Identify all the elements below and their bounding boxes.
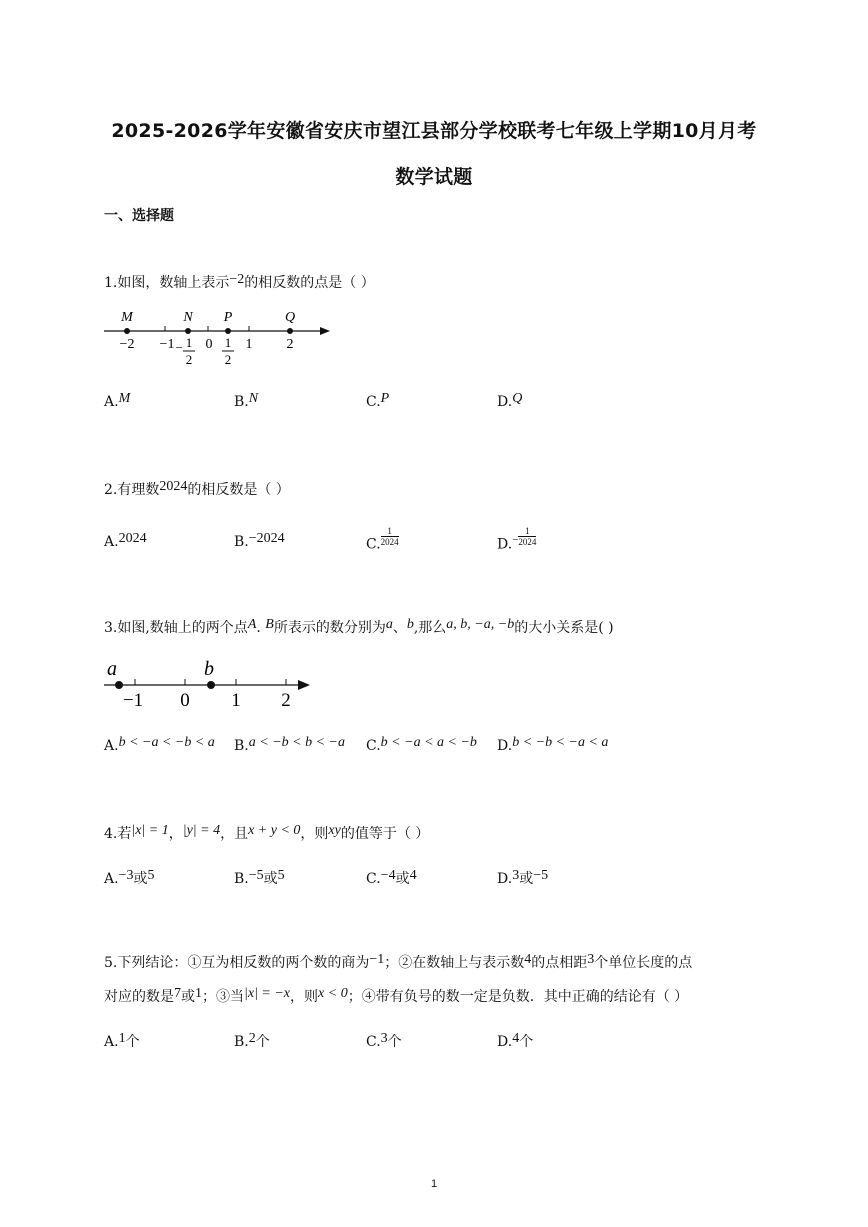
q1-tick-label: 0 [205, 337, 213, 352]
q5-option-d[interactable]: D.4个 [497, 1031, 534, 1050]
q1-frac-neg-sign: − [175, 340, 183, 355]
q1-tick-label: 2 [286, 337, 294, 352]
q2-option-b[interactable]: B.−2024 [234, 531, 285, 550]
q1-point-q [287, 328, 293, 334]
q3-axis-arrow [298, 680, 310, 690]
q3-label-b: b [204, 658, 214, 680]
question-4-text: 4.若|x| = 1，|y| = 4，且x + y < 0，则xy的值等于（ ） [104, 823, 430, 842]
q3-number-line [100, 652, 320, 712]
q1-frac-neg-den: 2 [185, 352, 193, 367]
q2-option-c-fraction: $\frac{1}{2024}$ [380, 526, 399, 547]
q1-tick-label: 1 [245, 337, 253, 352]
q4-option-a[interactable]: A.−3或5 [104, 868, 155, 887]
question-1-text [104, 272, 375, 292]
q1-tick-label: −2 [119, 337, 135, 352]
q4-option-c[interactable]: C.−4或4 [366, 868, 417, 887]
q1-tick-label: −1 [159, 337, 175, 352]
q1-label-m: M [121, 310, 133, 325]
q2-option-c[interactable]: C. $\frac{1}{2024}$ [366, 526, 399, 553]
q2-option-d[interactable]: D.− $\frac{1}{2024}$ [497, 526, 537, 553]
q3-point-b [207, 681, 215, 689]
q3-option-a[interactable]: A.b < −a < −b < a [104, 735, 215, 754]
q1-value: −2 [229, 272, 245, 287]
page-subtitle: 数学试题 [395, 166, 473, 188]
q2-option-d-fraction: $\frac{1}{2024}$ [518, 526, 537, 547]
q1-option-b[interactable]: B.N [234, 391, 259, 410]
q4-option-b[interactable]: B.−5或5 [234, 868, 285, 887]
question-3-text: 3.如图,数轴上的两个点A. B所表示的数分别为a、b,那么a, b, −a, −b的大小关系是( ) [104, 617, 614, 636]
q3-tick-label: −1 [122, 690, 144, 711]
section-heading: 一、选择题 [104, 208, 174, 224]
q3-tick-label: 2 [281, 690, 291, 711]
q1-option-c[interactable]: C.P [366, 391, 390, 410]
q5-option-b[interactable]: B.2个 [234, 1031, 270, 1050]
q1-point-m [124, 328, 130, 334]
q1-frac-pos-den: 2 [224, 352, 232, 367]
page-title: 2025-2026学年安徽省安庆市望江县部分学校联考七年级上学期10月月考 [111, 120, 757, 142]
q5-option-a[interactable]: A.1个 [104, 1031, 140, 1050]
q4-option-d[interactable]: D.3或−5 [497, 868, 549, 887]
q3-option-b[interactable]: B.a < −b < b < −a [234, 735, 345, 754]
q5-option-c[interactable]: C.3个 [366, 1031, 402, 1050]
q3-tick-label: 1 [231, 690, 241, 711]
q1-prefix: 1.如图，数轴上表示 [104, 275, 230, 291]
q2-option-a[interactable]: A.2024 [104, 531, 147, 550]
page-number: 1 [430, 1178, 438, 1190]
q1-axis-arrow [320, 327, 330, 335]
q1-label-q: Q [284, 310, 296, 325]
q1-suffix: 的相反数的点是（ ） [244, 275, 375, 291]
q1-point-n [185, 328, 191, 334]
q1-label-n: N [183, 310, 193, 325]
q1-label-p: P [223, 310, 233, 325]
q1-option-a[interactable]: A.M [104, 391, 131, 410]
q3-option-d[interactable]: D.b < −b < −a < a [497, 735, 609, 754]
q1-point-p [225, 328, 231, 334]
q3-tick-label: 0 [180, 690, 190, 711]
question-2-text: 2.有理数2024的相反数是（ ） [104, 479, 290, 498]
q3-option-c[interactable]: C.b < −a < a < −b [366, 735, 477, 754]
q3-point-a [115, 681, 123, 689]
q3-label-a: a [107, 658, 117, 680]
question-5-line-1: 5.下列结论：①互为相反数的两个数的商为−1；②在数轴上与表示数4的点相距3个单位长度的点 [104, 952, 693, 971]
q1-frac-neg-num: 1 [185, 335, 193, 350]
question-5-line-2: 对应的数是7或1；③当|x| = −x，则x < 0；④带有负号的数一定是负数．其中正确的结论有（ ） [104, 986, 689, 1005]
q1-option-d[interactable]: D.Q [497, 391, 523, 410]
q1-number-line [100, 302, 340, 374]
q1-frac-pos-num: 1 [224, 335, 232, 350]
